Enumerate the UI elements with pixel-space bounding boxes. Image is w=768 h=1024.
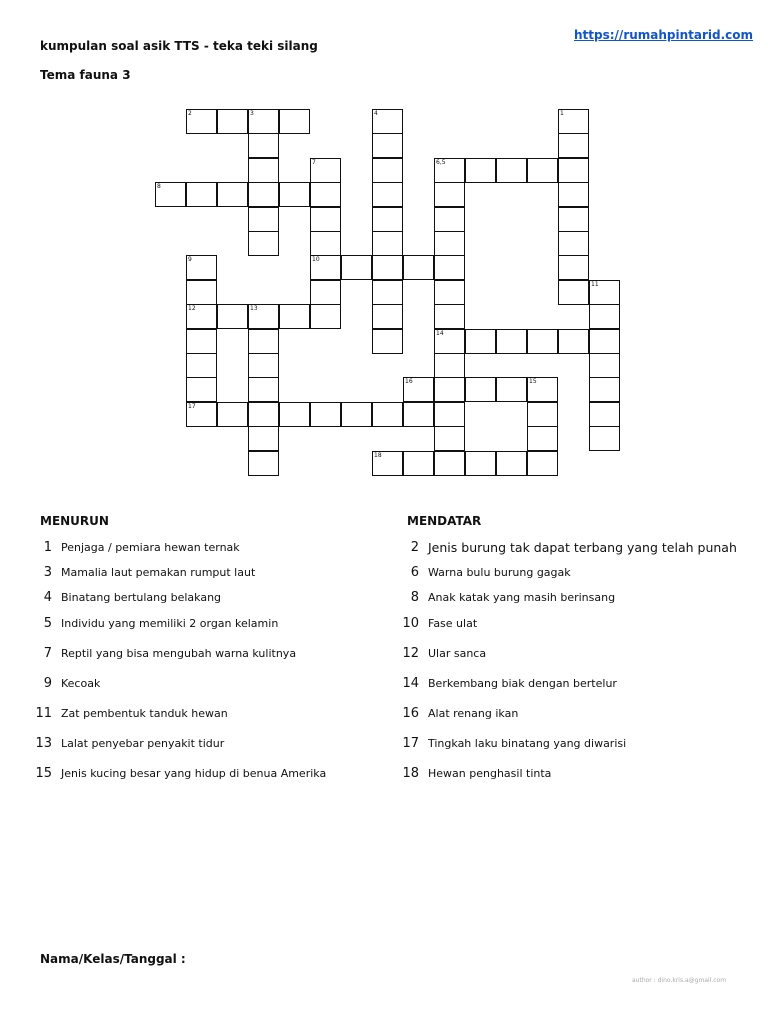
cell-number: 11 [591, 280, 599, 288]
clue-text: Binatang bertulang belakang [61, 590, 222, 604]
grid-cell[interactable] [248, 329, 279, 354]
grid-cell[interactable] [248, 231, 279, 256]
grid-cell[interactable] [310, 280, 341, 305]
clue-text: Individu yang memiliki 2 organ kelamin [61, 616, 279, 630]
cell-number: 12 [188, 305, 196, 313]
grid-cell[interactable] [372, 133, 403, 158]
grid-cell[interactable] [279, 109, 310, 134]
across-heading: MENDATAR [407, 514, 482, 528]
grid-cell[interactable] [434, 377, 465, 402]
across-clue [401, 563, 571, 581]
grid-cell[interactable] [496, 451, 527, 476]
clue-number: 2 [410, 539, 419, 555]
clue-number: 16 [402, 705, 419, 721]
down-clue [34, 764, 326, 782]
grid-cell[interactable] [217, 109, 248, 134]
grid-cell[interactable] [496, 377, 527, 402]
grid-cell[interactable] [589, 353, 620, 378]
grid-cell[interactable] [589, 329, 620, 354]
grid-cell[interactable] [558, 207, 589, 232]
grid-cell[interactable] [496, 329, 527, 354]
grid-cell[interactable] [186, 182, 217, 207]
grid-cell[interactable] [248, 402, 279, 427]
cell-number: 9 [188, 256, 192, 264]
clue-text: Jenis kucing besar yang hidup di benua Amerika [61, 766, 327, 780]
grid-cell[interactable] [248, 451, 279, 476]
author-credit: author : dino.kris.a@gmail.com [632, 977, 727, 984]
grid-cell[interactable] [403, 451, 434, 476]
clue-text: Mamalia laut pemakan rumput laut [61, 565, 256, 579]
grid-cell[interactable] [217, 402, 248, 427]
grid-cell[interactable] [465, 451, 496, 476]
grid-cell[interactable] [310, 231, 341, 256]
grid-cell[interactable] [434, 280, 465, 305]
grid-cell[interactable] [310, 158, 341, 183]
clue-text: Lalat penyebar penyakit tidur [61, 736, 225, 750]
grid-cell[interactable] [434, 426, 465, 451]
cell-number: 17 [188, 402, 196, 410]
grid-cell[interactable] [496, 158, 527, 183]
website-link[interactable]: https://rumahpintarid.com [574, 28, 754, 42]
grid-cell[interactable] [527, 158, 558, 183]
grid-cell[interactable] [186, 255, 217, 280]
grid-cell[interactable] [217, 304, 248, 329]
grid-cell[interactable] [186, 280, 217, 305]
clue-number: 4 [43, 589, 52, 605]
grid-cell[interactable] [372, 231, 403, 256]
clue-text: Penjaga / pemiara hewan ternak [61, 540, 240, 554]
across-clue [401, 538, 737, 556]
grid-cell[interactable] [558, 329, 589, 354]
grid-cell[interactable] [589, 377, 620, 402]
grid-cell[interactable] [248, 207, 279, 232]
across-clue [401, 704, 518, 722]
grid-cell[interactable] [186, 377, 217, 402]
clue-number: 10 [402, 615, 419, 631]
cell-number: 16 [405, 378, 413, 386]
grid-cell[interactable] [248, 426, 279, 451]
page-title: kumpulan soal asik TTS - teka teki silang [40, 39, 318, 53]
grid-cell[interactable] [372, 304, 403, 329]
grid-cell[interactable] [372, 402, 403, 427]
grid-cell[interactable] [434, 402, 465, 427]
clue-text: Tingkah laku binatang yang diwarisi [428, 736, 627, 750]
clue-number: 9 [43, 675, 52, 691]
cell-number: 18 [374, 451, 382, 459]
grid-cell[interactable] [341, 255, 372, 280]
cell-number: 10 [312, 256, 320, 264]
down-clue [34, 588, 221, 606]
theme-label: Tema fauna 3 [40, 68, 131, 82]
down-clue [34, 674, 100, 692]
grid-cell[interactable] [186, 353, 217, 378]
grid-cell[interactable] [372, 329, 403, 354]
cell-number: 7 [312, 158, 316, 166]
grid-cell[interactable] [248, 133, 279, 158]
grid-cell[interactable] [434, 207, 465, 232]
clue-text: Anak katak yang masih berinsang [428, 590, 616, 604]
cell-number: 2 [188, 110, 192, 117]
clue-text: Ular sanca [428, 646, 487, 660]
clue-text: Reptil yang bisa mengubah warna kulitnya [61, 646, 297, 660]
grid-cell[interactable] [403, 402, 434, 427]
grid-cell[interactable] [558, 255, 589, 280]
grid-cell[interactable] [434, 353, 465, 378]
grid-cell[interactable] [248, 109, 279, 134]
clue-text: Fase ulat [428, 616, 478, 630]
grid-cell[interactable] [186, 329, 217, 354]
clue-number: 18 [402, 765, 419, 781]
grid-cell[interactable] [589, 402, 620, 427]
grid-cell[interactable] [558, 109, 589, 134]
clue-number: 8 [410, 589, 419, 605]
grid-cell[interactable] [186, 109, 217, 134]
grid-cell[interactable] [558, 182, 589, 207]
grid-cell[interactable] [310, 402, 341, 427]
clue-number: 15 [35, 765, 52, 781]
across-clue [401, 588, 615, 606]
down-clue [34, 614, 278, 632]
down-heading: MENURUN [40, 514, 109, 528]
cell-number: 6,5 [436, 158, 446, 166]
clue-text: Jenis burung tak dapat terbang yang telah punah [428, 539, 737, 555]
grid-cell[interactable] [403, 255, 434, 280]
grid-cell[interactable] [372, 182, 403, 207]
grid-cell[interactable] [186, 402, 217, 427]
grid-cell[interactable] [434, 182, 465, 207]
clue-text: Hewan penghasil tinta [428, 766, 552, 780]
grid-cell[interactable] [217, 182, 248, 207]
grid-cell[interactable] [558, 158, 589, 183]
grid-cell[interactable] [372, 451, 403, 476]
grid-cell[interactable] [279, 182, 310, 207]
grid-cell[interactable] [527, 402, 558, 427]
grid-cell[interactable] [527, 451, 558, 476]
cell-number: 3 [250, 110, 254, 117]
grid-cell[interactable] [279, 402, 310, 427]
grid-cell[interactable] [372, 109, 403, 134]
grid-cell[interactable] [310, 255, 341, 280]
grid-cell[interactable] [248, 377, 279, 402]
grid-cell[interactable] [279, 304, 310, 329]
down-clue [34, 644, 296, 662]
cell-number: 1 [560, 110, 564, 117]
grid-cell[interactable] [434, 231, 465, 256]
across-clue [401, 734, 626, 752]
down-clue [34, 704, 228, 722]
grid-cell[interactable] [434, 158, 465, 183]
grid-cell[interactable] [341, 402, 372, 427]
grid-cell[interactable] [434, 304, 465, 329]
grid-cell[interactable] [434, 451, 465, 476]
across-clue [401, 674, 617, 692]
grid-cell[interactable] [310, 182, 341, 207]
down-clue [34, 734, 224, 752]
grid-cell[interactable] [527, 329, 558, 354]
cell-number: 14 [436, 329, 444, 337]
grid-cell[interactable] [434, 255, 465, 280]
grid-cell[interactable] [372, 158, 403, 183]
grid-cell[interactable] [527, 426, 558, 451]
down-clue [34, 538, 240, 556]
cell-number: 4 [374, 110, 378, 117]
grid-cell[interactable] [589, 280, 620, 305]
grid-cell[interactable] [186, 304, 217, 329]
grid-cell[interactable] [527, 377, 558, 402]
clue-number: 13 [35, 735, 52, 751]
across-clue [401, 764, 551, 782]
down-clue [34, 563, 255, 581]
grid-cell[interactable] [558, 133, 589, 158]
grid-cell[interactable] [372, 280, 403, 305]
grid-cell[interactable] [310, 207, 341, 232]
grid-cell[interactable] [248, 304, 279, 329]
clue-number: 12 [402, 645, 419, 661]
cell-number: 8 [157, 183, 161, 191]
clue-number: 11 [35, 705, 52, 721]
grid-cell[interactable] [403, 377, 434, 402]
name-class-date-label: Nama/Kelas/Tanggal : [40, 952, 186, 966]
clue-text: Zat pembentuk tanduk hewan [61, 706, 228, 720]
grid-cell[interactable] [465, 158, 496, 183]
clue-number: 7 [43, 645, 52, 661]
clue-text: Kecoak [61, 676, 101, 690]
clue-text: Berkembang biak dengan bertelur [428, 676, 617, 690]
grid-cell[interactable] [248, 353, 279, 378]
grid-cell[interactable] [155, 182, 186, 207]
clue-text: Warna bulu burung gagak [428, 565, 571, 579]
clue-number: 5 [43, 615, 52, 631]
grid-cell[interactable] [310, 304, 341, 329]
clue-number: 14 [402, 675, 419, 691]
cell-number: 15 [529, 378, 537, 386]
crossword-grid [0, 0, 768, 500]
grid-cell[interactable] [558, 231, 589, 256]
grid-cell[interactable] [372, 207, 403, 232]
grid-cell[interactable] [248, 182, 279, 207]
clue-number: 17 [402, 735, 419, 751]
clue-text: Alat renang ikan [428, 706, 519, 720]
grid-cell[interactable] [589, 304, 620, 329]
across-clue [401, 614, 477, 632]
clue-number: 1 [43, 539, 52, 555]
clue-number: 6 [410, 564, 419, 580]
clue-number: 3 [43, 564, 52, 580]
grid-cell[interactable] [589, 426, 620, 451]
grid-cell[interactable] [465, 377, 496, 402]
grid-cell[interactable] [465, 329, 496, 354]
across-clue [401, 644, 486, 662]
grid-cell[interactable] [558, 280, 589, 305]
grid-cell[interactable] [434, 329, 465, 354]
grid-cell[interactable] [248, 158, 279, 183]
grid-cell[interactable] [372, 255, 403, 280]
cell-number: 13 [250, 305, 258, 313]
